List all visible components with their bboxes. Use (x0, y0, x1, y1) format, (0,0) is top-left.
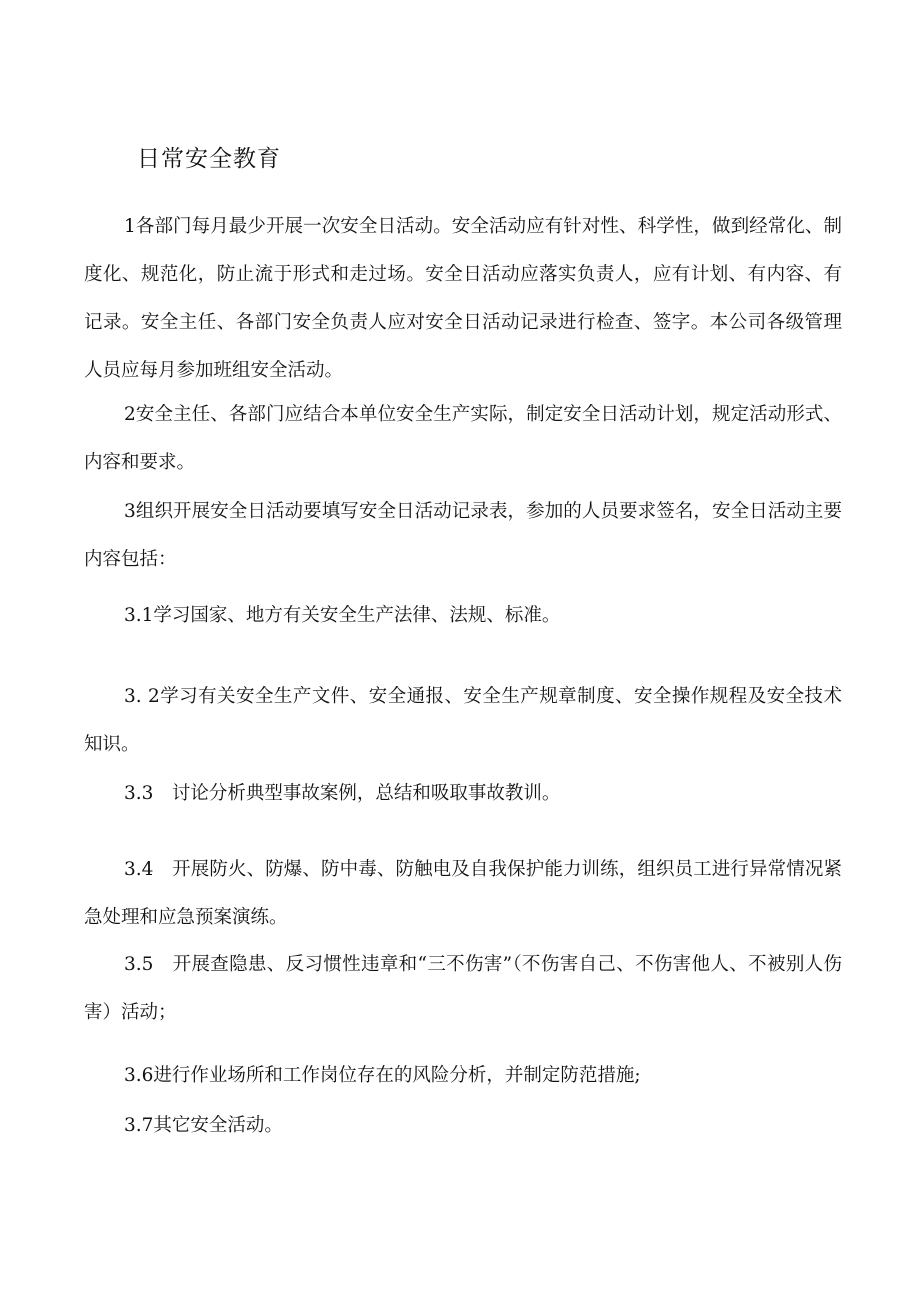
paragraph-3-5: 3.5 开展查隐患、反习惯性违章和“三不伤害”（不伤害自己、不伤害他人、不被别人伤害）活动； (84, 954, 842, 1023)
paragraph-3: 3组织开展安全日活动要填写安全日活动记录表，参加的人员要求签名，安全日活动主要内容包括： (84, 501, 842, 570)
paragraph-3-2: 3. 2学习有关安全生产文件、安全通报、安全生产规章制度、安全操作规程及安全技术知识。 (84, 686, 842, 755)
paragraph-2: 2安全主任、各部门应结合本单位安全生产实际，制定安全日活动计划，规定活动形式、内容和要求。 (84, 404, 842, 473)
paragraph-3-6: 3.6进行作业场所和工作岗位存在的风险分析，并制定防范措施; (124, 1065, 641, 1086)
paragraph-3-1: 3.1学习国家、地方有关安全生产法律、法规、标准。 (124, 605, 561, 626)
document-title: 日常安全教育 (137, 146, 281, 172)
paragraph-3-7: 3.7其它安全活动。 (124, 1115, 283, 1136)
paragraph-3-3: 3.3 讨论分析典型事故案例，总结和吸取事故教训。 (124, 783, 561, 804)
paragraph-1: 1各部门每月最少开展一次安全日活动。安全活动应有针对性、科学性，做到经常化、制度化、规范化，防止流于形式和走过场。安全日活动应落实负责人，应有计划、有内容、有记录。安全主任、各部门安全负责人应对安全日活动记录进行检查、签字。本公司各级管理人员应每月参加班组安全活动。 (84, 216, 842, 381)
paragraph-3-4: 3.4 开展防火、防爆、防中毒、防触电及自我保护能力训练，组织员工进行异常情况紧急处理和应急预案演练。 (84, 859, 842, 928)
